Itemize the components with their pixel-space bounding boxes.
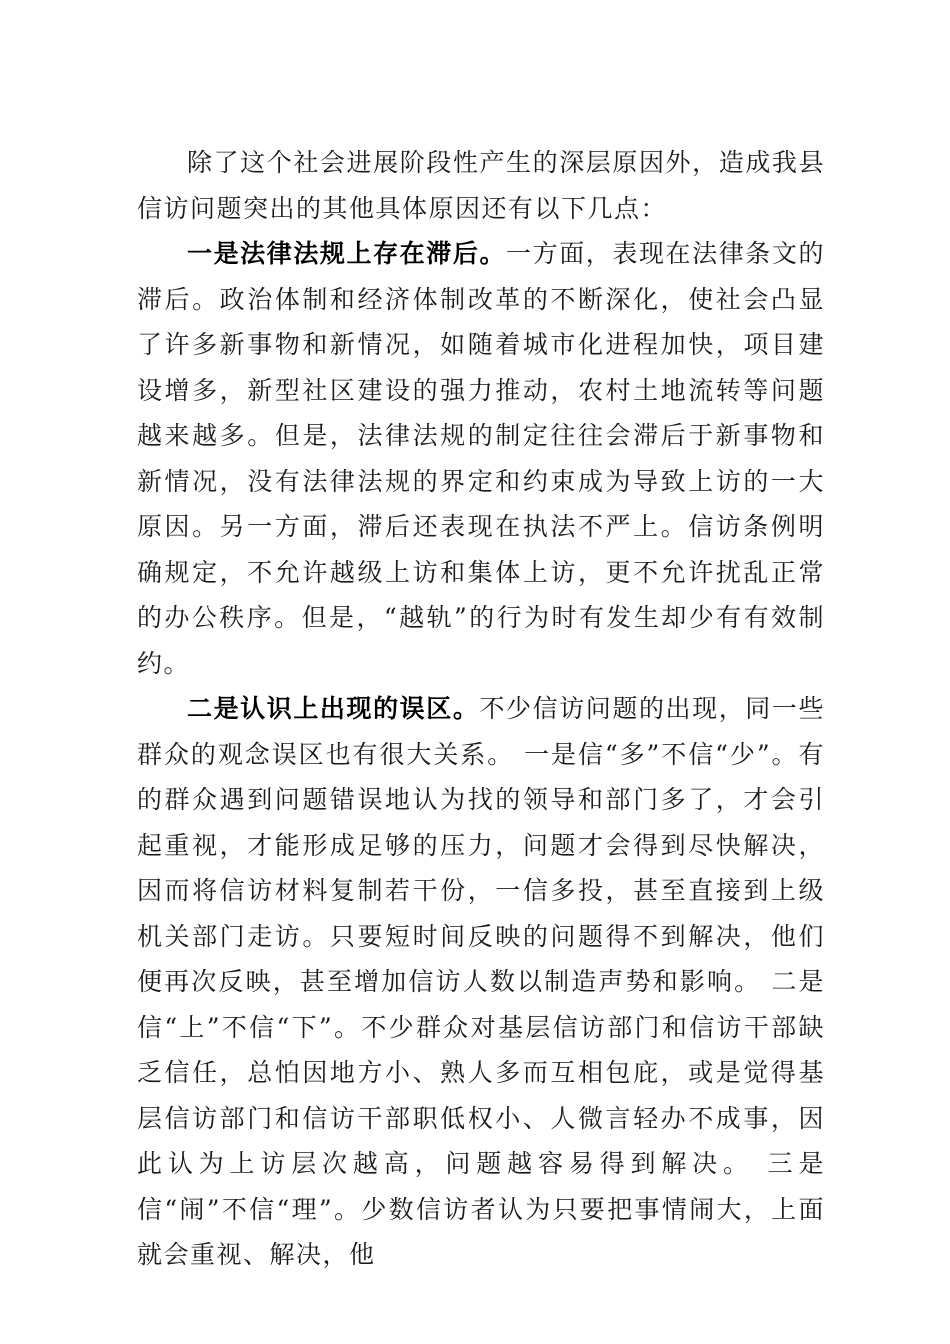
paragraph-misconception — [137, 686, 825, 1278]
paragraph-misconception-body: 不少信访问题的出现，同一些群众的观念误区也有很大关系。 一是信“多”不信“少”。有的群众遇到问题错误地认为找的领导和部门多了，才会引起重视，才能形成足够的压力，问题才会得到尽快解决，因而将信访材料复制若干份，一信多投，甚至直接到上级机关部门走访。只要短时间反映的问题得不到解决，他们便再次反映，甚至增加信访人数以制造声势和影响。 二是信“上”不信“下”。不少群众对基层信访部门和信访干部缺乏信任，总怕因地方小、熟人多而互相包庇，或是觉得基层信访部门和信访干部职低权小、人微言轻办不成事，因此认为上访层次越高，问题越容易得到解决。 三是信“闹”不信“理”。少数信访者认为只要把事情闹大，上面就会重视、解决，他 — [137, 694, 825, 1269]
paragraph-intro — [137, 140, 825, 231]
paragraph-law-lag-body: 一方面，表现在法律条文的滞后。政治体制和经济体制改革的不断深化，使社会凸显了许多新事物和新情况，如随着城市化进程加快，项目建设增多，新型社区建设的强力推动，农村土地流转等问题越来越多。但是，法律法规的制定往往会滞后于新事物和新情况，没有法律法规的界定和约束成为导致上访的一大原因。另一方面，滞后还表现在执法不严上。信访条例明确规定，不允许越级上访和集体上访，更不允许扰乱正常的办公秩序。但是，“越轨”的行为时有发生却少有有效制约。 — [137, 239, 825, 678]
paragraph-law-lag-heading: 一是法律法规上存在滞后。 — [187, 239, 507, 268]
paragraph-misconception-heading: 二是认识上出现的误区。 — [187, 694, 480, 723]
document-body — [137, 140, 825, 1278]
paragraph-law-lag — [137, 231, 825, 686]
paragraph-intro-text: 除了这个社会进展阶段性产生的深层原因外，造成我县信访问题突出的其他具体原因还有以下几点： — [137, 148, 825, 223]
